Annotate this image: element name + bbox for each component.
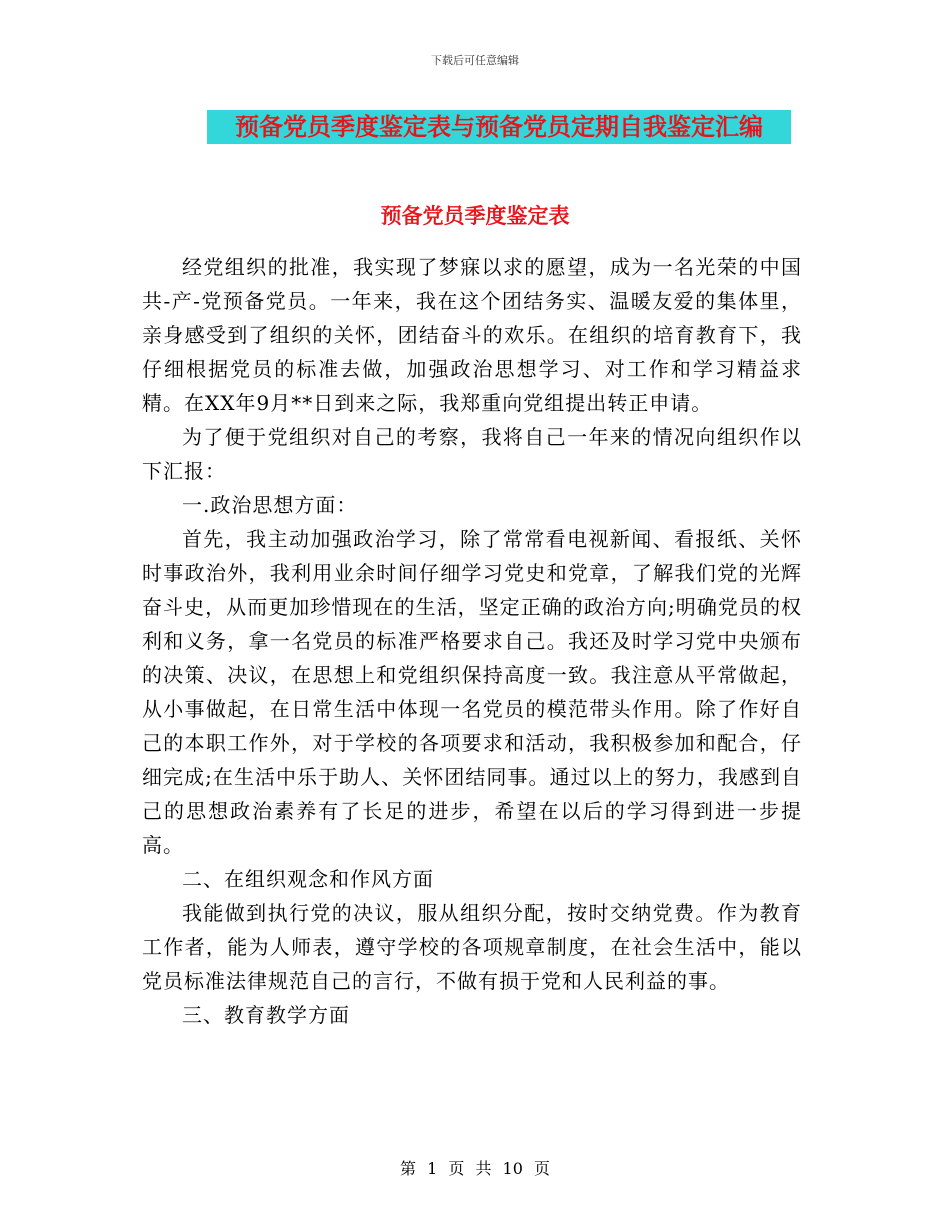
- sub-title: 预备党员季度鉴定表: [380, 204, 570, 228]
- header-note: 下载后可任意编辑: [431, 54, 519, 67]
- page-number: 第 1 页 共 10 页: [400, 1159, 550, 1178]
- main-title-highlight: [207, 110, 791, 144]
- section-heading: 三、教育教学方面: [182, 1003, 350, 1027]
- section-heading: 二、在组织观念和作风方面: [182, 867, 434, 891]
- paragraph: 我能做到执行党的决议，服从组织分配，按时交纳党费。作为教育工作者，能为人师表，遵守学校的各项规章制度，在社会生活中，能以党员标准法律规范自己的言行，不做有损于党和人民利益的事。: [142, 901, 802, 993]
- paragraph: 为了便于党组织对自己的考察，我将自己一年来的情况向组织作以下汇报：: [142, 425, 802, 483]
- paragraph: 经党组织的批准，我实现了梦寐以求的愿望，成为一名光荣的中国共-产-党预备党员。一年来，我在这个团结务实、温暖友爱的集体里，亲身感受到了组织的关怀，团结奋斗的欢乐。在组织的培育教育下，我仔细根据党员的标准去做，加强政治思想学习、对工作和学习精益求精。在XX年9月**日到来之际，我郑重向党组提出转正申请。: [142, 255, 802, 415]
- main-title: 预备党员季度鉴定表与预备党员定期自我鉴定汇编: [235, 113, 763, 141]
- document-body: [142, 250, 802, 1032]
- section-heading: 一.政治思想方面：: [182, 493, 358, 517]
- paragraph: 首先，我主动加强政治学习，除了常常看电视新闻、看报纸、关怀时事政治外，我利用业余时间仔细学习党史和党章，了解我们党的光辉奋斗史，从而更加珍惜现在的生活，坚定正确的政治方向;明确党员的权利和义务，拿一名党员的标准严格要求自己。我还及时学习党中央颁布的决策、决议，在思想上和党组织保持高度一致。我注意从平常做起，从小事做起，在日常生活中体现一名党员的模范带头作用。除了作好自己的本职工作外，对于学校的各项要求和活动，我积极参加和配合，仔细完成;在生活中乐于助人、关怀团结同事。通过以上的努力，我感到自己的思想政治素养有了长足的进步，希望在以后的学习得到进一步提高。: [142, 527, 802, 857]
